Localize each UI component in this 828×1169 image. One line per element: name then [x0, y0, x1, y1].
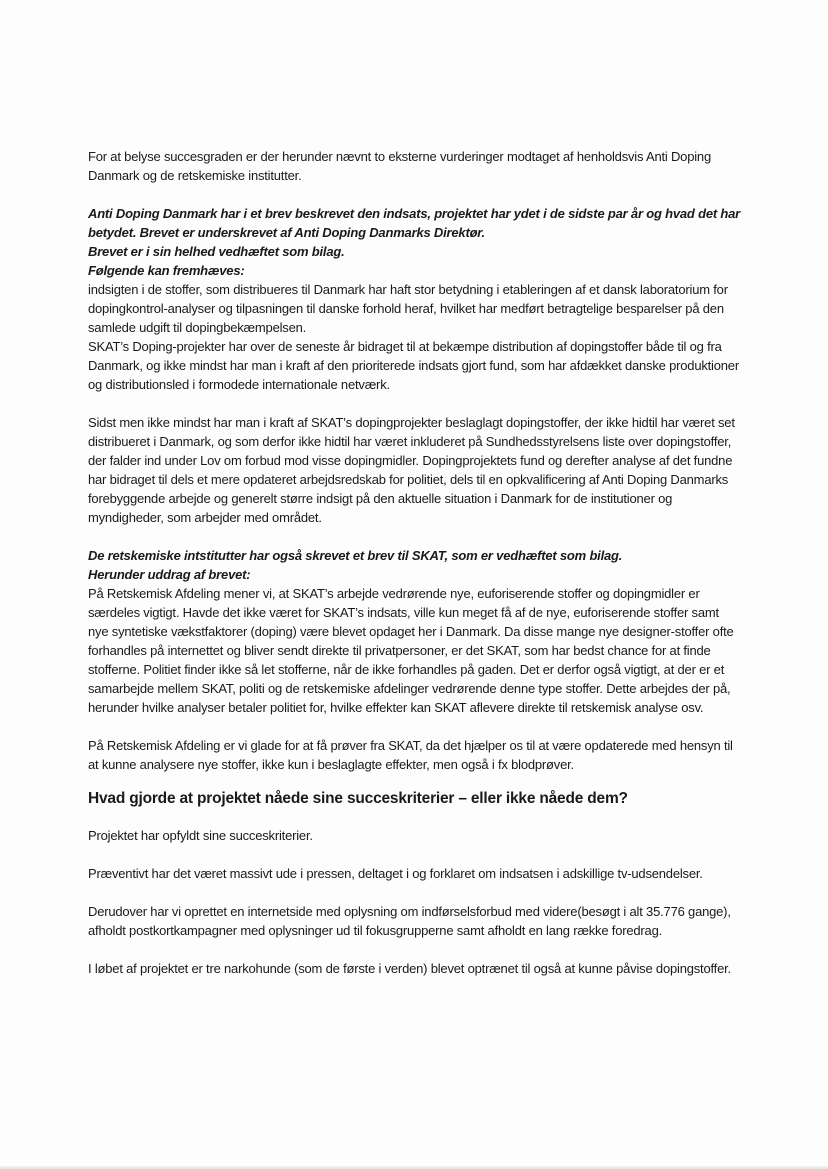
closing-paragraph-4: I løbet af projektet er tre narkohunde (som de første i verden) blevet optrænet til også at kunne påvise dopingstoffer.	[88, 961, 731, 976]
closing-paragraph-3: Derudover har vi oprettet en internetside med oplysning om indførselsforbud med videre(besøgt i alt 35.776 gange), afholdt postkortkampagner med oplysninger ud til fokusgrupperne samt afholdt en lang række foredrag.	[88, 904, 731, 938]
closing-paragraph-1: Projektet har opfyldt sine succeskriterier.	[88, 828, 313, 843]
retskemisk-lead: De retskemiske intstitutter har også skrevet et brev til SKAT, som er vedhæftet som bilag.	[88, 548, 623, 563]
anti-doping-paragraph-2: SKAT’s Doping-projekter har over de seneste år bidraget til at bekæmpe distribution af dopingstoffer både til og fra Danmark, og ikke mindst har man i kraft af den prioriterede indsats gjort fund, som har afdækket danske produktioner og distributionsled i formodede internationale netværk.	[88, 339, 739, 392]
anti-doping-lead: Anti Doping Danmark har i et brev beskrevet den indsats, projektet har ydet i de sidste par år og hvad det har betydet. Brevet er underskrevet af Anti Doping Danmarks Direktør.	[88, 206, 741, 240]
intro-paragraph: For at belyse succesgraden er der herunder nævnt to eksterne vurderinger modtaget af henholdsvis Anti Doping Danmark og de retskemiske institutter.	[88, 149, 711, 183]
retskemisk-excerpt-label: Herunder uddrag af brevet:	[88, 567, 251, 582]
anti-doping-highlight-label: Følgende kan fremhæves:	[88, 263, 245, 278]
anti-doping-attached-note: Brevet er i sin helhed vedhæftet som bilag.	[88, 244, 345, 259]
retskemisk-paragraph-2: På Retskemisk Afdeling er vi glade for at få prøver fra SKAT, da det hjælper os til at være opdaterede med hensyn til at kunne analysere nye stoffer, ikke kun i beslaglagte effekter, men også i fx blodprøver.	[88, 738, 733, 772]
anti-doping-paragraph-1: indsigten i de stoffer, som distribueres til Danmark har haft stor betydning i etableringen af et dansk laboratorium for dopingkontrol-analyser og tilpasningen til danske forhold heraf, hvilket har medført betragtelige besparelser på den samlede udgift til dopingbekæmpelsen.	[88, 282, 728, 335]
retskemisk-paragraph-1: På Retskemisk Afdeling mener vi, at SKAT’s arbejde vedrørende nye, euforiserende stoffer og dopingmidler er særdeles vigtigt. Havde det ikke været for SKAT’s indsats, ville kun meget få af de nye, euforiserende stoffer samt nye syntetiske vækstfaktorer (doping) være blevet opdaget her i Danmark. Da disse mange nye designer-stoffer ofte forhandles på internettet og bliver sendt direkte til privatpersoner, er det SKAT, som har bedst chance for at finde stofferne. Politiet finder ikke så let stofferne, når de ikke forhandles på gaden. Det er derfor også vigtigt, at der er et samarbejde mellem SKAT, politi og de retskemiske afdelinger vedrørende denne type stoffer. Dette arbejdes der på, herunder hvilke analyser betaler politiet for, hvilke effekter kan SKAT aflevere direkte til retskemisk analyse osv.	[88, 586, 734, 715]
document-body	[88, 147, 740, 978]
anti-doping-paragraph-3: Sidst men ikke mindst har man i kraft af SKAT’s dopingprojekter beslaglagt dopingstoffer, der ikke hidtil har været set distribueret i Danmark, og som derfor ikke hidtil har været inkluderet på Sundhedsstyrelsens liste over dopingstoffer, der falder ind under Lov om forbud mod visse dopingmidler. Dopingprojektets fund og derefter analyse af det fundne har bidraget til dels et mere opdateret arbejdsredskab for politiet, dels til en opkvalificering af Anti Doping Danmarks forebyggende arbejde og generelt større indsigt på den aktuelle situation i Danmark for de institutioner og myndigheder, som arbejder med området.	[88, 415, 735, 525]
section-heading: Hvad gjorde at projektet nåede sine succeskriterier – eller ikke nåede dem?	[88, 790, 628, 807]
closing-paragraph-2: Præventivt har det været massivt ude i pressen, deltaget i og forklaret om indsatsen i adskillige tv-udsendelser.	[88, 866, 703, 881]
